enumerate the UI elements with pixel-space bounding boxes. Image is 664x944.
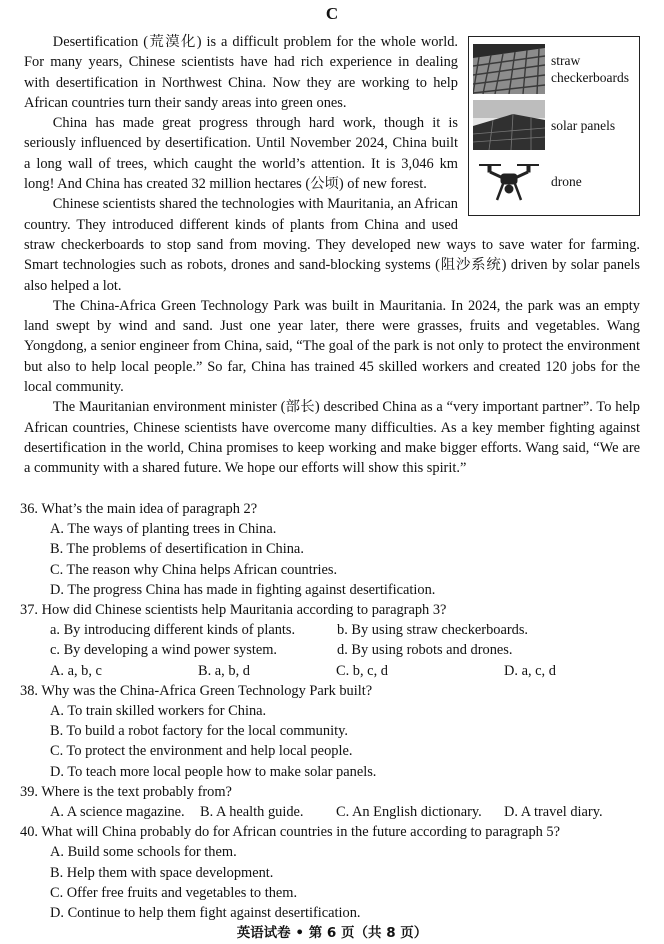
option-c[interactable]: C. To protect the environment and help local people.	[50, 743, 353, 760]
option-b[interactable]: B. Help them with space development.	[50, 864, 274, 881]
question-stem: 39. Where is the text probably from?	[20, 783, 232, 800]
reading-passage	[24, 32, 640, 479]
option-row	[20, 661, 644, 681]
drone-icon	[473, 156, 545, 206]
option-a[interactable]: A. A science magazine.	[50, 804, 185, 821]
question-37	[20, 600, 644, 681]
section-letter: C	[325, 4, 339, 23]
choice-b: b. By using straw checkerboards.	[337, 622, 529, 639]
question-39	[20, 782, 644, 822]
question-stem: 38. Why was the China-Africa Green Technology Park built?	[20, 682, 373, 699]
question-stem: 37. How did Chinese scientists help Mauritania according to paragraph 3?	[20, 602, 447, 619]
option-d[interactable]: D. a, c, d	[504, 662, 556, 679]
option-b[interactable]: B. a, b, d	[198, 662, 250, 679]
page-footer: 英语试卷 • 第 6 页（共 8 页）	[236, 925, 428, 941]
option-a[interactable]: A. a, b, c	[50, 662, 102, 679]
option-c[interactable]: C. The reason why China helps African countries.	[50, 561, 338, 578]
choice-d: d. By using robots and drones.	[337, 642, 513, 659]
paragraph-4: The China-Africa Green Technology Park was built in Mauritania. In 2024, the park was an empty land swept by wind and sand. Just one year later, there were grasses, fruits and vegetables. Wang Yongdong, a senior engineer from China, said, “The goal of the park is not only to protect the environment but also to help local people.” So far, China has trained 45 skilled workers and created 120 jobs for the local community.	[24, 297, 640, 396]
option-c[interactable]: C. b, c, d	[336, 662, 388, 679]
option-d[interactable]: D. Continue to help them fight against desertification.	[50, 905, 361, 922]
option-b[interactable]: B. A health guide.	[200, 804, 304, 821]
figure-row-solar	[473, 97, 635, 153]
option-a[interactable]: A. The ways of planting trees in China.	[50, 521, 277, 538]
solar-panel-photo	[473, 100, 545, 150]
option-d[interactable]: D. To teach more local people how to make solar panels.	[50, 763, 377, 780]
choice-c: c. By developing a wind power system.	[50, 642, 278, 659]
figure-row-drone	[473, 153, 635, 209]
option-row	[20, 802, 644, 822]
straw-checkerboard-photo	[473, 44, 545, 94]
option-d[interactable]: D. The progress China has made in fighting against desertification.	[50, 581, 436, 598]
question-stem: 40. What will China probably do for African countries in the future according to paragraph 5?	[20, 824, 561, 841]
paragraph-3: Chinese scientists shared the technologies with Mauritania, an African country. They introduced different kinds of plants from China and used straw checkerboards to stop sand from moving. They developed new ways to save water for farming. Smart technologies such as robots, drones and sand-blocking systems (阻沙系统) driven by solar panels also helped a lot.	[24, 196, 640, 294]
option-c[interactable]: C. An English dictionary.	[336, 804, 482, 821]
choice-a: a. By introducing different kinds of plants.	[50, 622, 296, 639]
figure-label-solar: solar panels	[551, 117, 616, 133]
question-40	[20, 822, 644, 923]
paragraph-2: China has made great progress through hard work, though it is seriously influenced by desertification. Until November 2024, China built a long wall of trees, which caught the world’s attention. It is 3,046 km long! And China has created 32 million hectares (公顷) of new forest.	[24, 115, 458, 193]
paragraph-1: Desertification (荒漠化) is a difficult problem for the whole world. For many years, Chinese scientists have had rich experience in dealing with desertification in Northwest China. Now they are working to help African countries turn their sandy areas into green ones.	[24, 34, 458, 111]
option-d[interactable]: D. A travel diary.	[504, 804, 603, 821]
question-36	[20, 499, 644, 600]
option-c[interactable]: C. Offer free fruits and vegetables to them.	[50, 884, 298, 901]
figure-row-straw	[473, 41, 635, 97]
question-list	[20, 499, 644, 923]
figure-label-straw: straw checkerboards	[551, 53, 629, 85]
question-38	[20, 681, 644, 782]
option-a[interactable]: A. Build some schools for them.	[50, 844, 237, 861]
figure-label-drone: drone	[551, 173, 582, 189]
figure-box	[468, 36, 640, 216]
question-stem: 36. What’s the main idea of paragraph 2?	[20, 501, 258, 517]
option-b[interactable]: B. To build a robot factory for the local community.	[50, 723, 348, 740]
option-b[interactable]: B. The problems of desertification in China.	[50, 541, 304, 558]
paragraph-5: The Mauritanian environment minister (部长) described China as a “very important partner”. To help African countries, Chinese scientists have overcome many difficulties. As a key member fighting against desertification in the world, China promises to keep working and make bigger efforts. Wang said, “We are a community with a shared future. We hope our efforts will show this spirit.”	[24, 399, 640, 477]
option-a[interactable]: A. To train skilled workers for China.	[50, 703, 267, 720]
choice-grid	[20, 620, 644, 660]
